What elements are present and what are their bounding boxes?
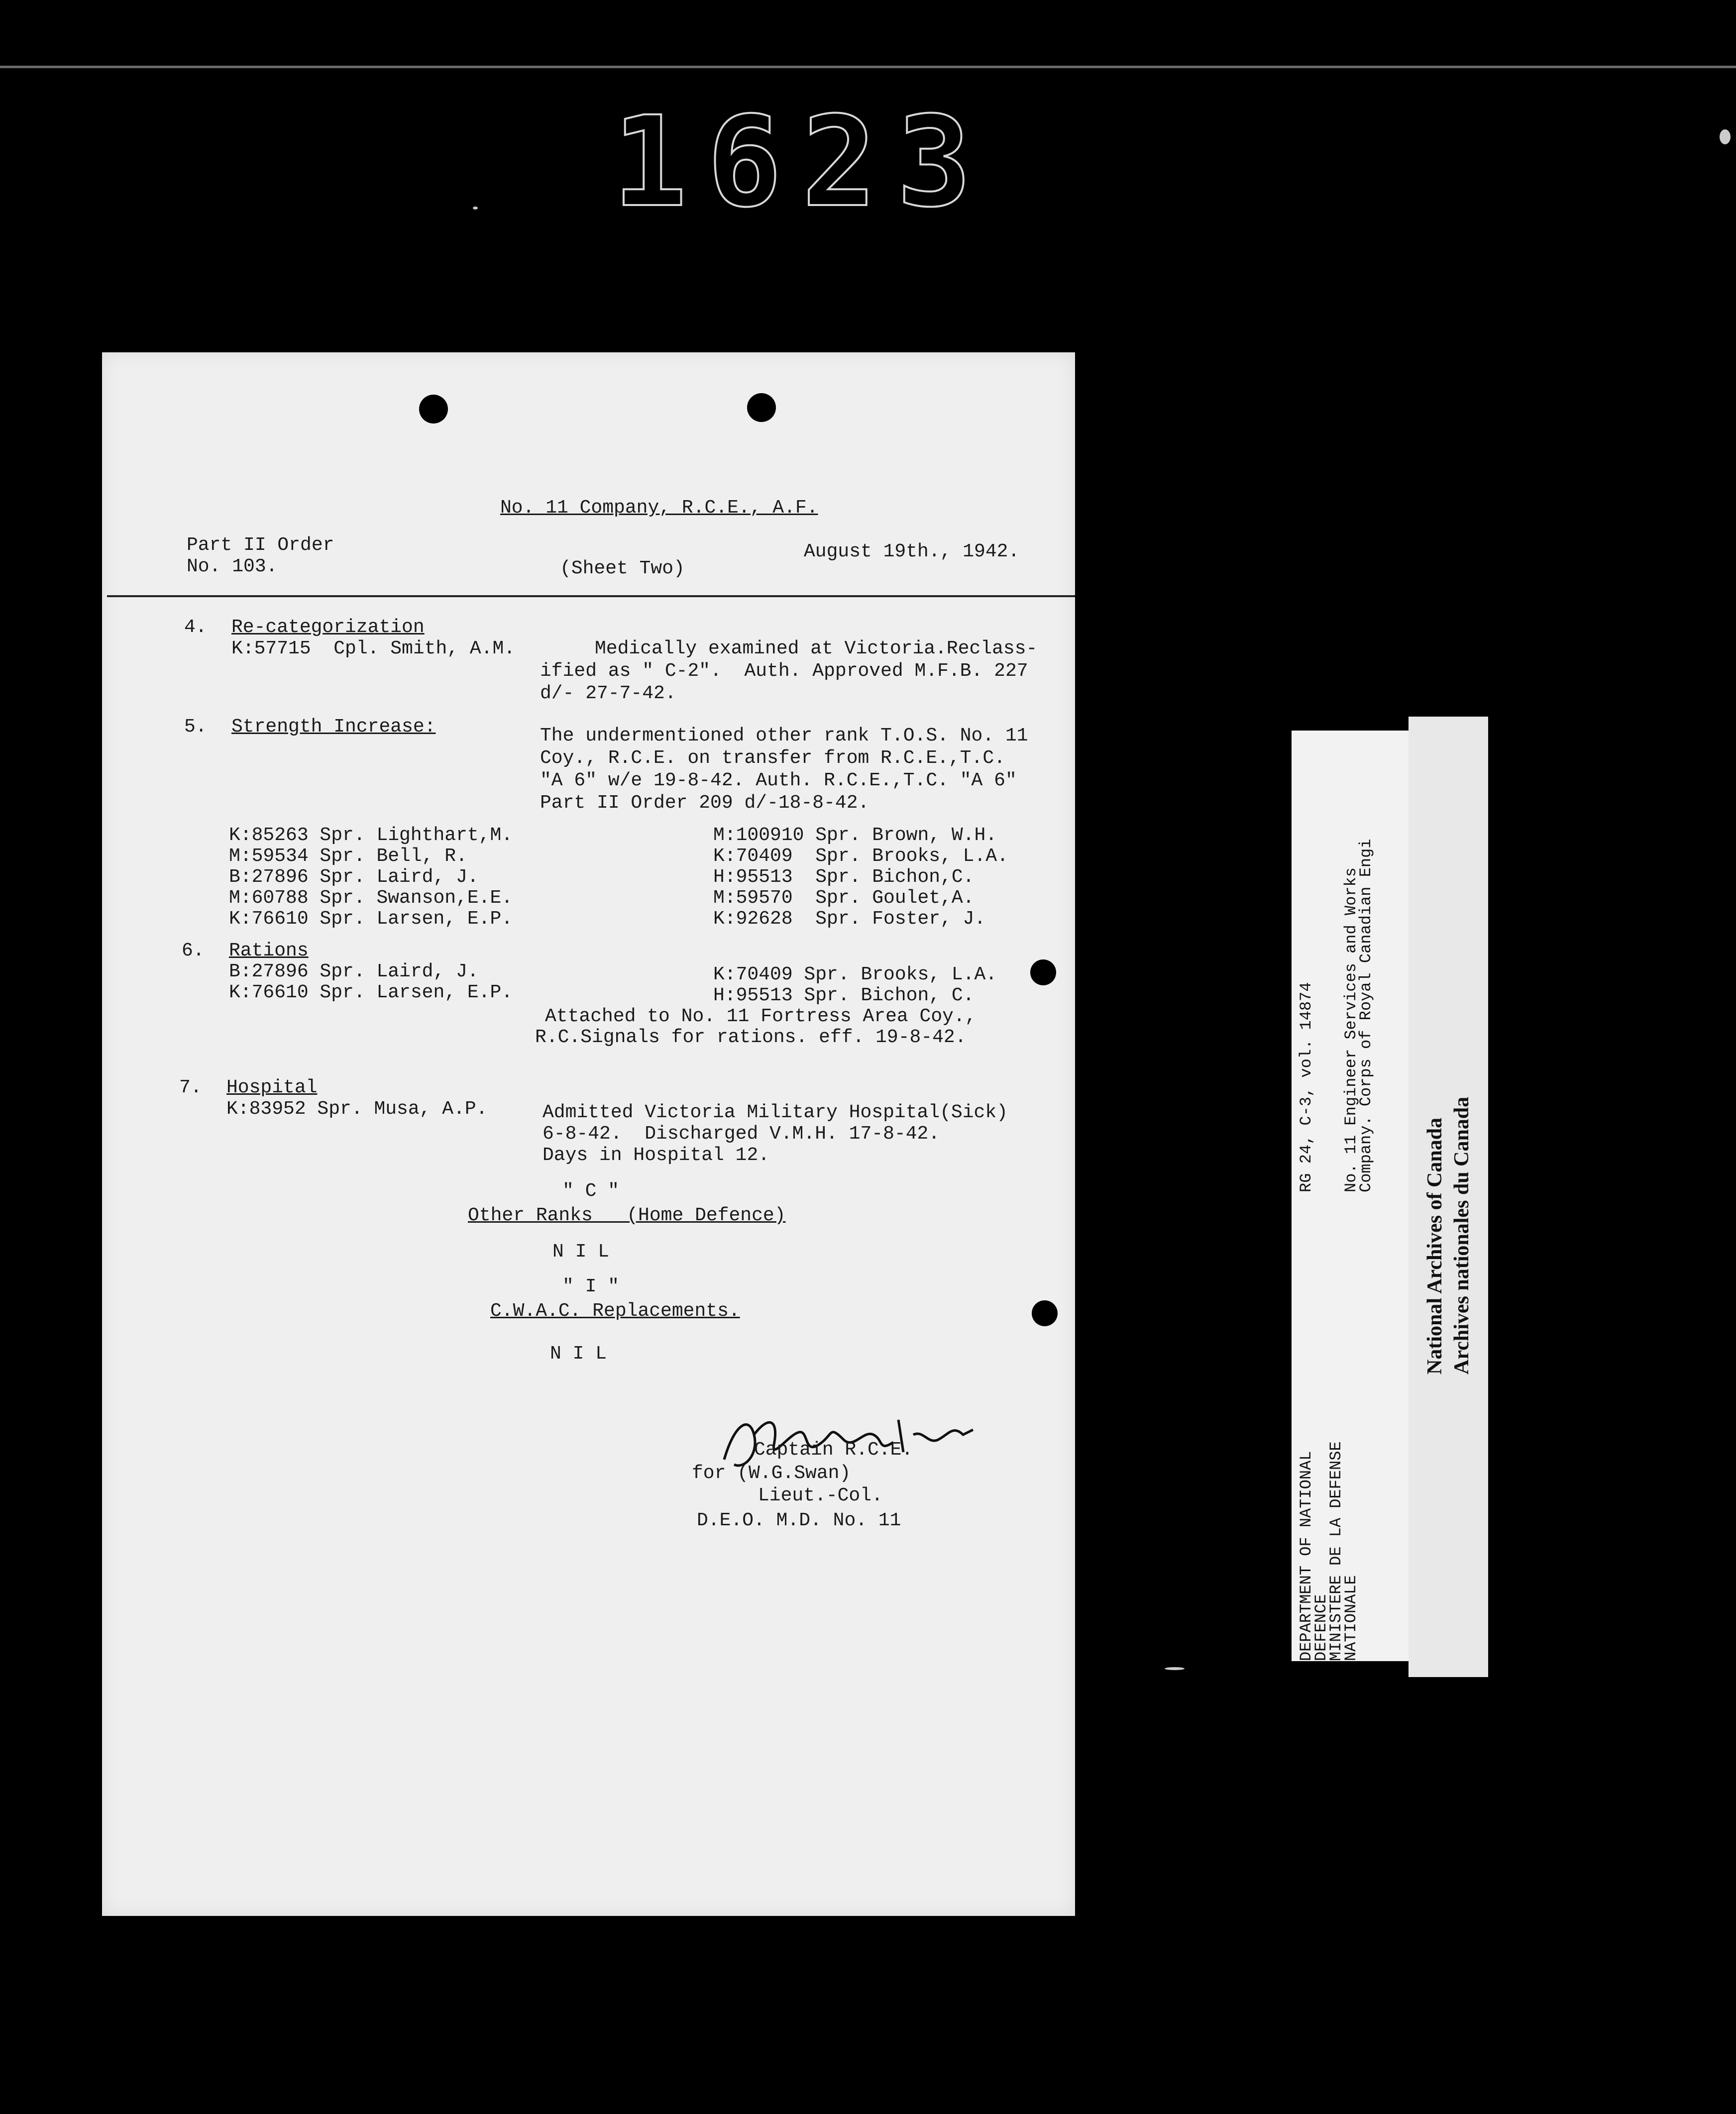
section-c-title: Other Ranks (Home Defence) bbox=[468, 1205, 786, 1226]
sheet-number: (Sheet Two) bbox=[560, 558, 685, 579]
archive-label-card bbox=[1292, 731, 1411, 1661]
item-7-text-line: Days in Hospital 12. bbox=[542, 1145, 770, 1166]
order-line-1: Part II Order bbox=[187, 534, 334, 556]
punch-hole bbox=[1030, 959, 1056, 985]
section-i-value: N I L bbox=[550, 1343, 607, 1365]
list-item: M:59570 Spr. Goulet,A. bbox=[713, 887, 975, 909]
item-4-text-line: d/- 27-7-42. bbox=[540, 683, 676, 704]
item-7-person: K:83952 Spr. Musa, A.P. bbox=[226, 1098, 488, 1120]
item-6-number: 6. bbox=[182, 940, 205, 961]
label-title-line: Company. Corps of Royal Canadian Engi bbox=[1357, 839, 1375, 1192]
signature-rank: Captain R.C.E. bbox=[754, 1439, 913, 1461]
item-5-text-line: Part II Order 209 d/-18-8-42. bbox=[540, 792, 869, 814]
list-item: M:100910 Spr. Brown, W.H. bbox=[713, 825, 997, 846]
section-c-marker: " C " bbox=[562, 1180, 620, 1202]
film-edge-line bbox=[0, 66, 1736, 68]
item-7-title: Hospital bbox=[226, 1077, 318, 1098]
item-7-number: 7. bbox=[179, 1077, 202, 1098]
item-7-text-line: 6-8-42. Discharged V.M.H. 17-8-42. bbox=[542, 1123, 940, 1145]
list-item: K:76610 Spr. Larsen, E.P. bbox=[229, 908, 513, 930]
item-7-text-line: Admitted Victoria Military Hospital(Sick) bbox=[542, 1102, 1008, 1123]
film-speck bbox=[1720, 129, 1731, 144]
list-item: M:60788 Spr. Swanson,E.E. bbox=[229, 887, 513, 909]
item-5-text-line: Coy., R.C.E. on transfer from R.C.E.,T.C. bbox=[540, 747, 1005, 769]
list-item: M:59534 Spr. Bell, R. bbox=[229, 846, 467, 867]
item-6-title: Rations bbox=[229, 940, 309, 961]
section-c-value: N I L bbox=[552, 1241, 610, 1263]
item-5-text-line: "A 6" w/e 19-8-42. Auth. R.C.E.,T.C. "A 6" bbox=[540, 770, 1017, 791]
label-dept-line: NATIONALE bbox=[1342, 1575, 1360, 1661]
list-item: K:85263 Spr. Lighthart,M. bbox=[229, 825, 513, 846]
list-item: K:92628 Spr. Foster, J. bbox=[713, 908, 986, 930]
item-5-title: Strength Increase: bbox=[231, 716, 436, 738]
punch-hole bbox=[1032, 1300, 1058, 1326]
signature-for: for (W.G.Swan) bbox=[692, 1463, 851, 1484]
item-4-title: Re-categorization bbox=[231, 617, 425, 638]
label-dept-line: DEPARTMENT OF NATIONAL bbox=[1297, 1451, 1315, 1661]
list-item: K:70409 Spr. Brooks, L.A. bbox=[713, 846, 1008, 867]
list-item: H:95513 Spr. Bichon, C. bbox=[713, 985, 975, 1006]
item-5-number: 5. bbox=[184, 716, 207, 738]
signature-title: Lieut.-Col. bbox=[758, 1485, 883, 1506]
punch-hole bbox=[419, 395, 448, 423]
item-5-text-line: The undermentioned other rank T.O.S. No. 11 bbox=[540, 725, 1028, 746]
company-heading: No. 11 Company, R.C.E., A.F. bbox=[500, 497, 818, 519]
label-reference: RG 24, C-3, vol. 14874 bbox=[1297, 982, 1315, 1192]
list-item: B:27896 Spr. Laird, J. bbox=[229, 961, 479, 982]
order-line-2: No. 103. bbox=[187, 556, 278, 577]
signature-office: D.E.O. M.D. No. 11 bbox=[697, 1510, 901, 1531]
label-title-line: No. 11 Engineer Services and Works bbox=[1342, 867, 1360, 1192]
list-item: K:76610 Spr. Larsen, E.P. bbox=[229, 982, 513, 1003]
list-item: K:70409 Spr. Brooks, L.A. bbox=[713, 964, 997, 985]
item-6-text-line: Attached to No. 11 Fortress Area Coy., bbox=[545, 1006, 976, 1027]
item-4-text-line: ified as " C-2". Auth. Approved M.F.B. 227 bbox=[540, 660, 1028, 682]
frame-number: 1623 bbox=[612, 90, 992, 234]
nac-french: Archives nationales du Canada bbox=[1450, 1096, 1473, 1374]
label-dept-line: MINISTERE DE LA DEFENSE bbox=[1327, 1441, 1345, 1661]
list-item: B:27896 Spr. Laird, J. bbox=[229, 866, 479, 888]
document-sheet bbox=[102, 352, 1075, 1916]
item-4-text-line: Medically examined at Victoria.Reclass- bbox=[595, 638, 1038, 659]
punch-hole bbox=[747, 393, 776, 422]
item-4-person: K:57715 Cpl. Smith, A.M. bbox=[231, 638, 516, 659]
order-date: August 19th., 1942. bbox=[804, 541, 1020, 562]
section-i-marker: " I " bbox=[562, 1276, 620, 1297]
item-4-number: 4. bbox=[184, 617, 207, 638]
header-rule bbox=[107, 595, 1075, 597]
list-item: H:95513 Spr. Bichon,C. bbox=[713, 866, 975, 888]
film-speck bbox=[1165, 1667, 1185, 1670]
item-6-text-line: R.C.Signals for rations. eff. 19-8-42. bbox=[535, 1027, 967, 1048]
label-dept-line: DEFENCE bbox=[1312, 1594, 1330, 1661]
film-speck bbox=[473, 207, 478, 210]
archive-stamp-strip bbox=[1409, 717, 1488, 1677]
nac-english: National Archives of Canada bbox=[1423, 1117, 1446, 1374]
section-i-title: C.W.A.C. Replacements. bbox=[490, 1300, 740, 1322]
